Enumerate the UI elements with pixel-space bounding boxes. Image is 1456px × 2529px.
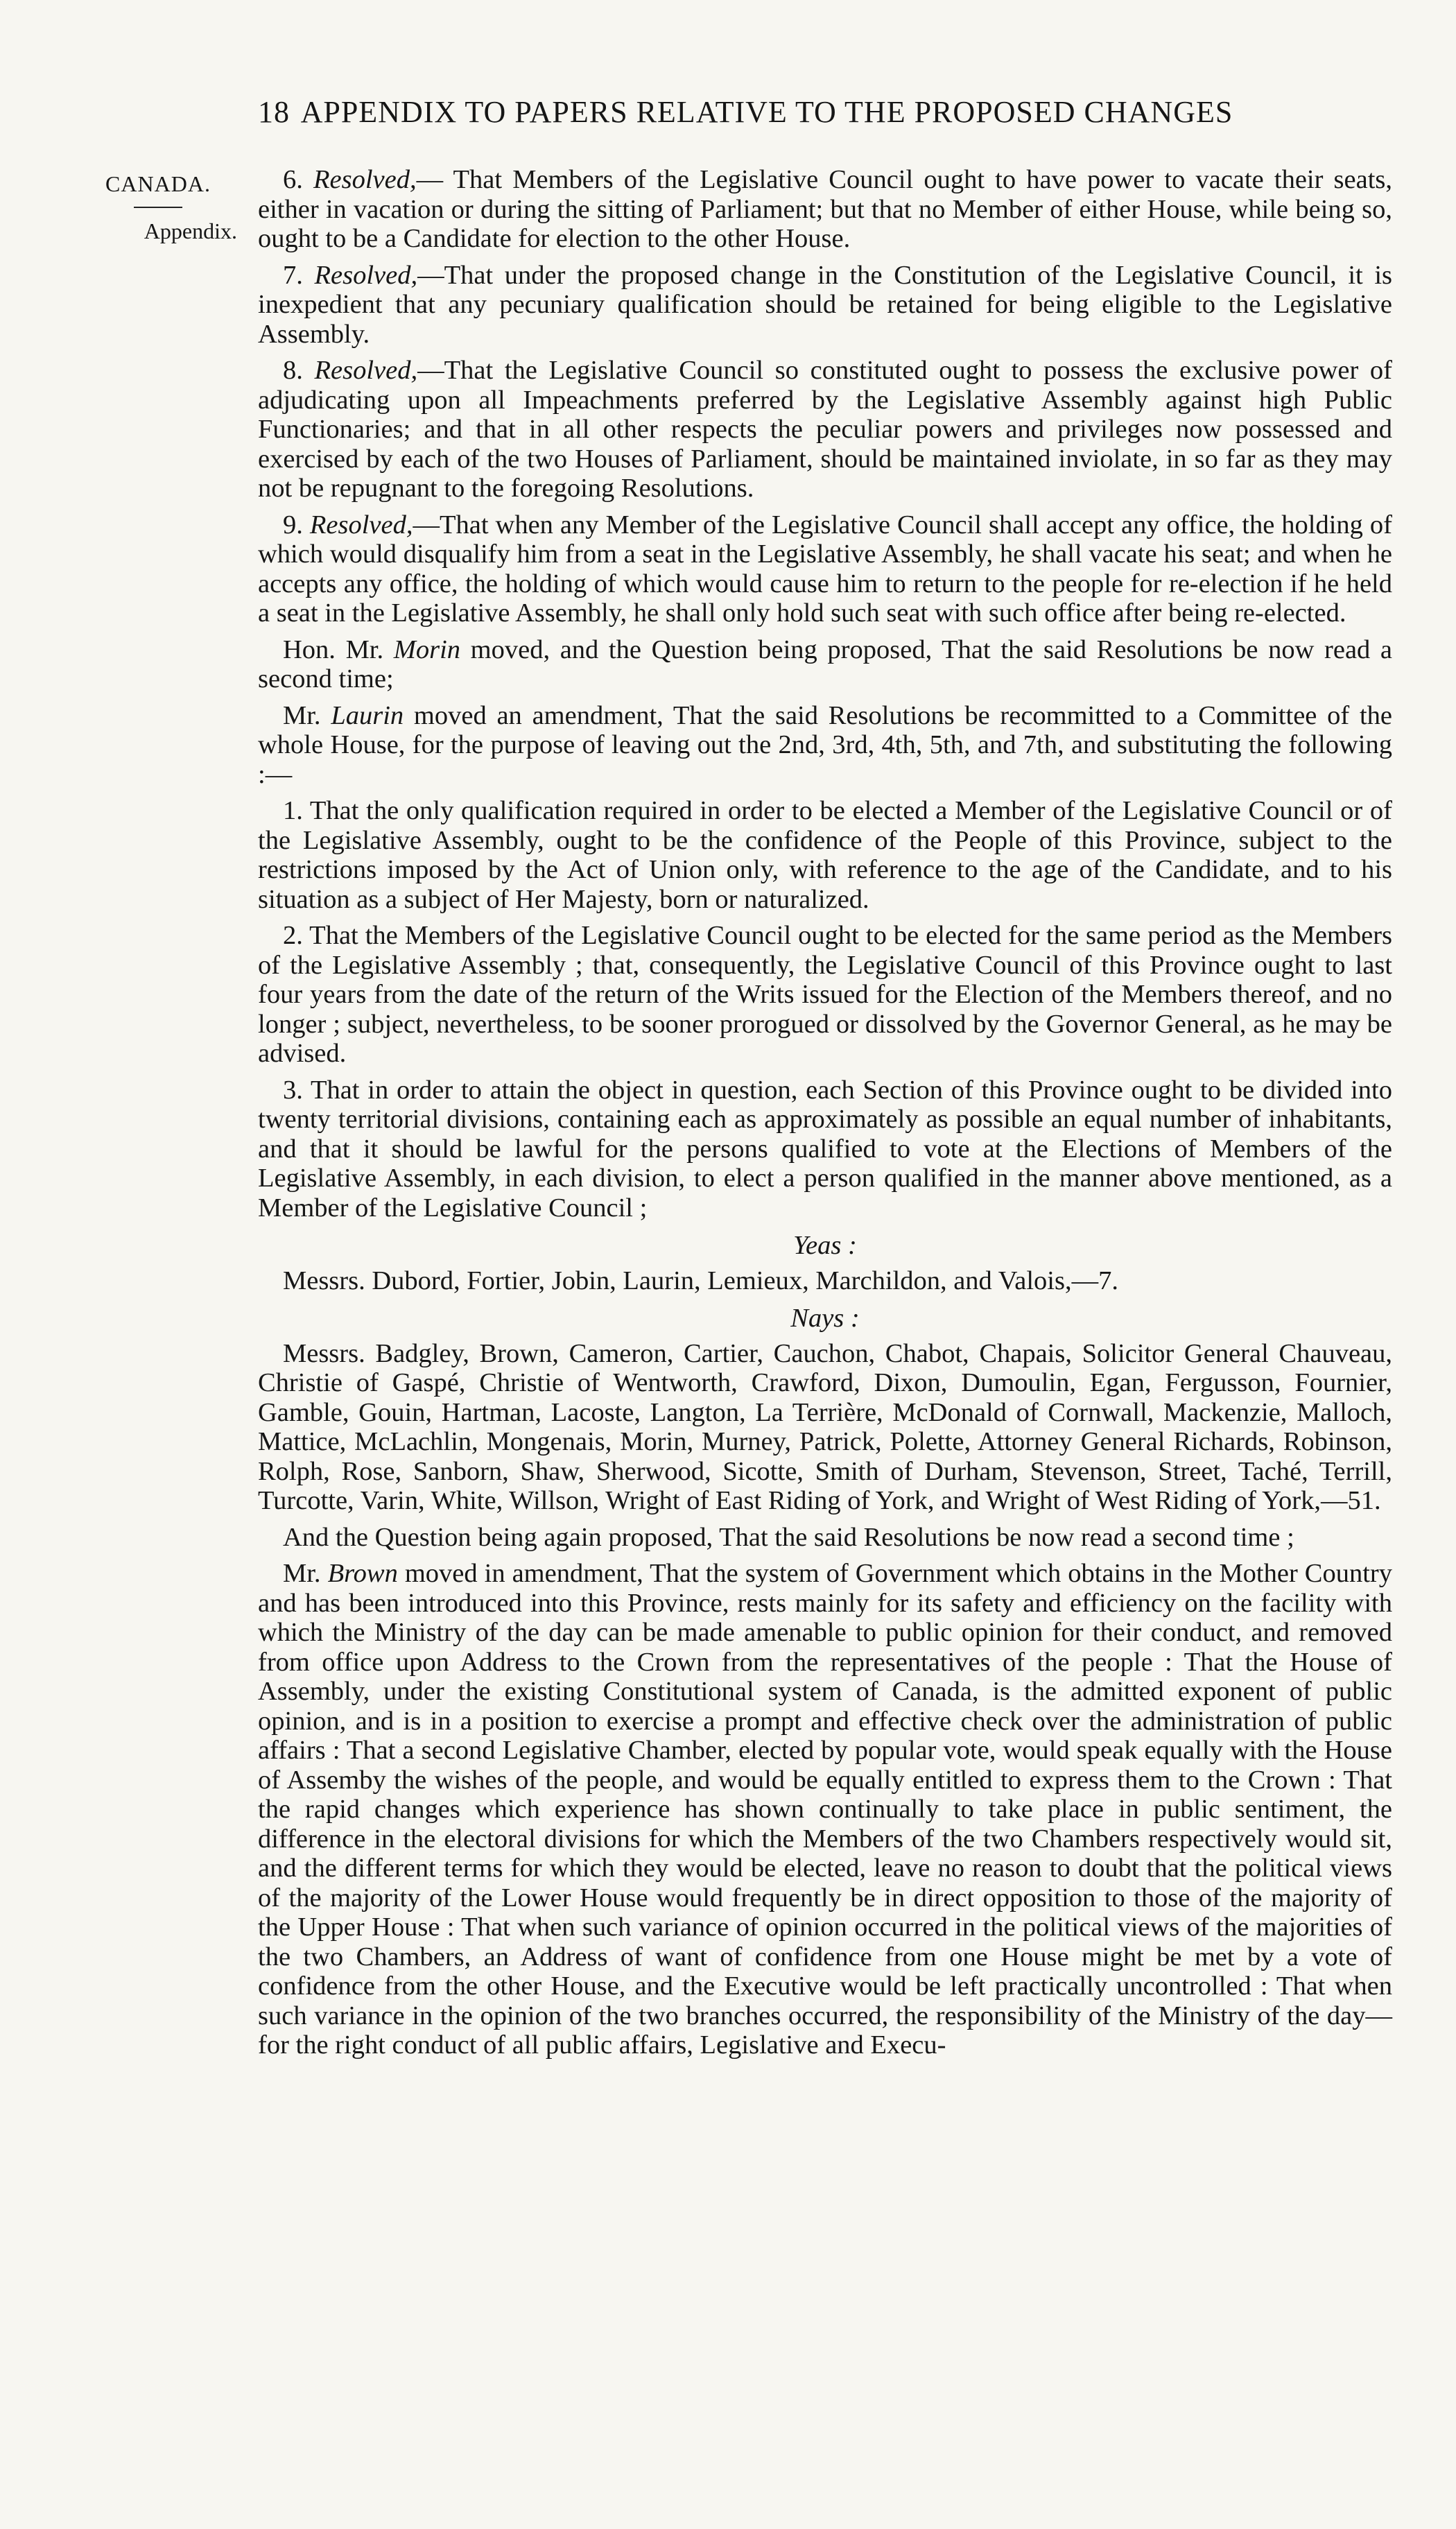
running-title: APPENDIX TO PAPERS RELATIVE TO THE PROPOSED CHANGES [300,95,1233,129]
morin-motion: Hon. Mr. Morin moved, and the Question being proposed, That the said Resolutions be now read a second time; [258,635,1393,693]
laurin-amendment: Mr. Laurin moved an amendment, That the said Resolutions be recommitted to a Committee of the whole House, for the purpose of leaving out the 2nd, 3rd, 4th, 5th, and 7th, and substituting the following :— [258,700,1393,789]
question-again: And the Question being again proposed, That the said Resolutions be now read a second time ; [283,1522,1294,1552]
nays-list: Messrs. Badgley, Brown, Cameron, Cartier, Cauchon, Chabot, Chapais, Solicitor General Chauveau, Christie of Gaspé, Christie of Wentworth, Crawford, Dixon, Dumoulin, Egan, Fergusson, Fournier, Gamble, Gouin, Hartman, Lacoste, Langton, La Terrière, McDonald of Cornwall, Mackenzie, Malloch, Mattice, McLachlin, Mongenais, Morin, Murney, Patrick, Polette, Attorney General Richards, Robinson, Rolph, Rose, Sanborn, Shaw, Sherwood, Sicotte, Smith of Durham, Stevenson, Street, Taché, Terrill, Turcotte, Varin, White, Willson, Wright of East Riding of York, and Wright of West Riding of York,—51. [258,1338,1392,1515]
document-body [258,165,1392,2067]
resolution-8: 8. Resolved,—That the Legislative Council so constituted ought to possess the exclusive power of adjudicating upon all Impeachments preferred by the Legislative Assembly against high Public Functionaries; and that in all other respects the peculiar powers and privileges now possessed and exercised by each of the two Houses of Parliament, should be maintained inviolate, in so far as they may not be repugnant to the foregoing Resolutions. [258,356,1392,503]
margin-note [75,169,241,245]
resolution-6: 6. Resolved,— That Members of the Legislative Council ought to have power to vacate their seats, either in vacation or during the sitting of Parliament; but that no Member of either House, while being so, ought to be a Candidate for election to the other House. [258,165,1393,253]
member-name: Laurin [331,700,404,730]
member-name: Morin [393,635,461,664]
amendment-item-1: 1. That the only qualification required in order to be elected a Member of the Legislative Council or of the Legislative Assembly, ought to be the confidence of the People of this Province, subject to the restrictions imposed by the Act of Union only, with reference to the age of the Candidate, and to his situation as a subject of Her Majesty, born or naturalized. [258,796,1392,914]
amendment-item-2: 2. That the Members of the Legislative Council ought to be elected for the same period as the Members of the Legislative Assembly ; that, consequently, the Legislative Council of this Province ought to last four years from the date of the return of the Writs issued for the Election of the Members thereof, and no longer ; subject, nevertheless, to be sooner prorogued or dissolved by the Governor General, as he may be advised. [258,921,1392,1068]
page-header [258,94,1374,130]
resolved-label: Resolved, [314,356,418,385]
resolution-7: 7. Resolved,—That under the proposed change in the Constitution of the Legislative Council, it is inexpedient that any pecuniary qualification should be retained for being eligible to the Legislative Assembly. [258,260,1392,349]
nays-heading: Nays : [790,1304,860,1333]
margin-rule [134,207,182,208]
resolved-label: Resolved, [309,510,413,540]
resolved-label: Resolved, [313,165,417,194]
brown-amendment: Mr. Brown moved in amendment, That the system of Government which obtains in the Mother Country and has been introduced into this Province, rests mainly for its safety and efficiency on the facility with which the Ministry of the day can be made amenable to public opinion for their conduct, and removed from office upon Address to the Crown from the representatives of the people : That the House of Assembly, under the existing Constitutional system of Canada, is the admitted exponent of public opinion, and is in a position to exercise a prompt and effective check over the administration of public affairs : That a second Legislative Chamber, elected by popular vote, would speak equally with the House of Assemby the wishes of the people, and would be equally entitled to express them to the Crown : That the rapid changes which experience has shown continually to take place in public sentiment, the difference in the electoral divisions for which the Members of the two Chambers respectively would sit, and the different terms for which they would be elected, leave no reason to doubt that the political views of the majority of the Lower House would frequently be in direct opposition to those of the majority of the Upper House : That when such variance of opinion occurred in the political views of the majorities of the two Chambers, an Address of want of confidence from one House might be met by a vote of confidence from the other House, and the Executive would be left practically uncontrolled : That when such variance in the opinion of the two branches occurred, the responsibility of the Ministry of the day—for the right conduct of all public affairs, Legislative and Execu- [258,1559,1392,2060]
yeas-list: Messrs. Dubord, Fortier, Jobin, Laurin, Lemieux, Marchildon, and Valois,—7. [283,1266,1118,1295]
page-number: 18 [258,95,290,129]
resolution-9: 9. Resolved,—That when any Member of the Legislative Council shall accept any office, the holding of which would disqualify him from a seat in the Legislative Assembly, he shall vacate his seat; and when he accepts any office, the holding of which would cause him to return to the people for re-election if he held a seat in the Legislative Assembly, he shall only hold such seat with such office after being re-elected. [258,510,1392,628]
member-name: Brown [327,1559,398,1588]
yeas-heading: Yeas : [793,1231,857,1260]
margin-appendix: Appendix. [144,218,237,243]
amendment-item-3: 3. That in order to attain the object in question, each Section of this Province ought to be divided into twenty territorial divisions, containing each as approximately as possible an equal number of inhabitants, and that it should be lawful for the persons qualified to vote at the Elections of Members of the Legislative Assembly, in each division, to elect a person qualified in the manner above mentioned, as a Member of the Legislative Council ; [258,1075,1392,1223]
margin-canada: CANADA. [105,171,211,196]
resolved-label: Resolved, [314,260,418,290]
